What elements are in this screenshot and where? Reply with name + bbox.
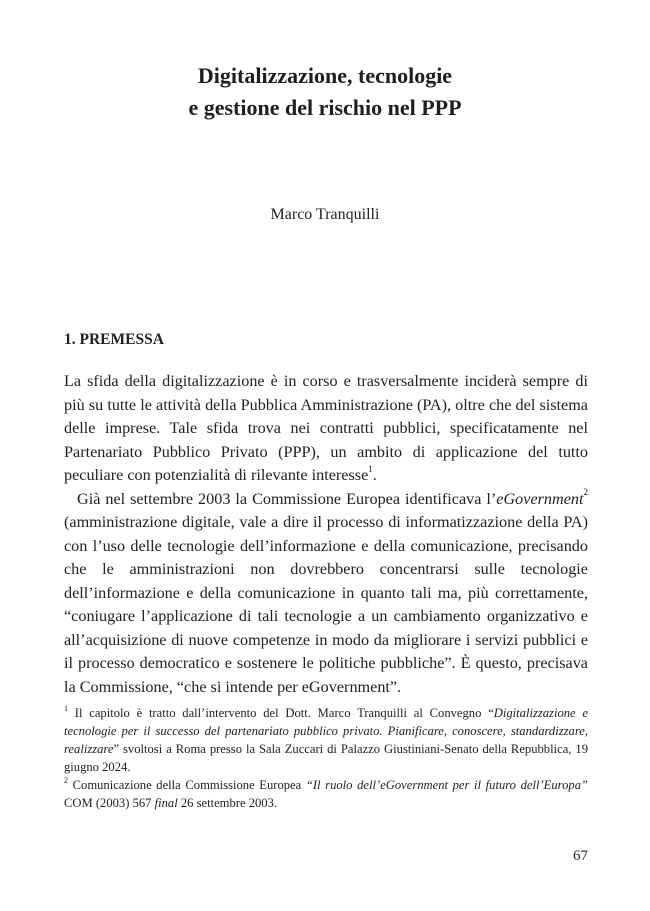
author-name: Marco Tranquilli [270,206,380,223]
paragraph-1 [64,370,588,488]
section-heading: 1. PREMESSA [64,331,164,348]
paragraph-2-text-a: Già nel settembre 2003 la Commissione Europea identificava l’ [77,489,497,508]
footnote-1-text-a: Il capitolo è tratto dall’intervento del Dott. Marco Tranquilli al Convegno “ [68,706,494,720]
footnote-2-number: 2 [64,775,68,785]
body-text [64,370,588,699]
paragraph-1-end: . [372,466,377,484]
footnote-2-text-b: COM (2003) 567 [64,796,155,810]
footnote-2-italic: “Il ruolo dell’eGovernment per il futuro dell’Europa” [305,778,588,792]
footnote-1-number: 1 [64,703,68,713]
title-line-2: e gestione del rischio nel PPP [188,95,462,120]
footnote-2-text-c: 26 settembre 2003. [177,796,278,810]
footnote-ref-1: 1 [368,463,373,474]
footnote-2 [64,776,588,812]
footnotes [64,704,588,812]
footnote-ref-2: 2 [583,487,588,498]
paragraph-1-text: La sfida della digitalizzazione è in corso e trasversalmente inciderà sempre di più su tutte le attività della Pubblica Amministrazione (PA), oltre che del sistema delle imprese. Tale sfida trova nei contratti pubblici, specificatamente nel Partenariato Pubblico Privato (PPP), un ambito di applicazione del tutto peculiare con potenzialità di rilevante interesse [64,372,588,484]
title-line-1: Digitalizzazione, tecnologie [197,63,453,88]
paragraph-2-italic: eGovernment [496,489,584,508]
footnote-1-italic: Digitalizzazione e tecnologie per il successo del partenariato pubblico privato. Pianificare, conoscere, standardizzare, realizzare [64,706,588,756]
footnote-1 [64,704,588,776]
page-number: 67 [573,848,588,864]
footnote-1-text-b: ” svoltosi a Roma presso la Sala Zuccari di Palazzo Giustiniani-Senato della Repubblica, 19 giugno 2024. [64,742,588,774]
paragraph-2 [64,488,588,700]
footnote-2-italic-final: final [154,796,178,810]
footnote-2-text-a: Comunicazione della Commissione Europea [68,778,306,792]
page-title [0,60,650,124]
paragraph-2-text-b: (amministrazione digitale, vale a dire il processo di informatizzazione della PA) con l’uso delle tecnologie dell’informazione e della comunicazione, precisando che le amministrazioni non dovrebbero concentrarsi sulle tecnologie dell’informazione e della comunicazione in quanto tali ma, più correttamente, “coniugare l’applicazione di tali tecnologie a un cambiamento organizzativo e all’acquisizione di nuove competenze in modo da migliorare i servizi pubblici e il processo democratico e sostenere le politiche pubbliche”. È questo, precisava la Commissione, “che si intende per eGovernment”. [64,513,588,696]
